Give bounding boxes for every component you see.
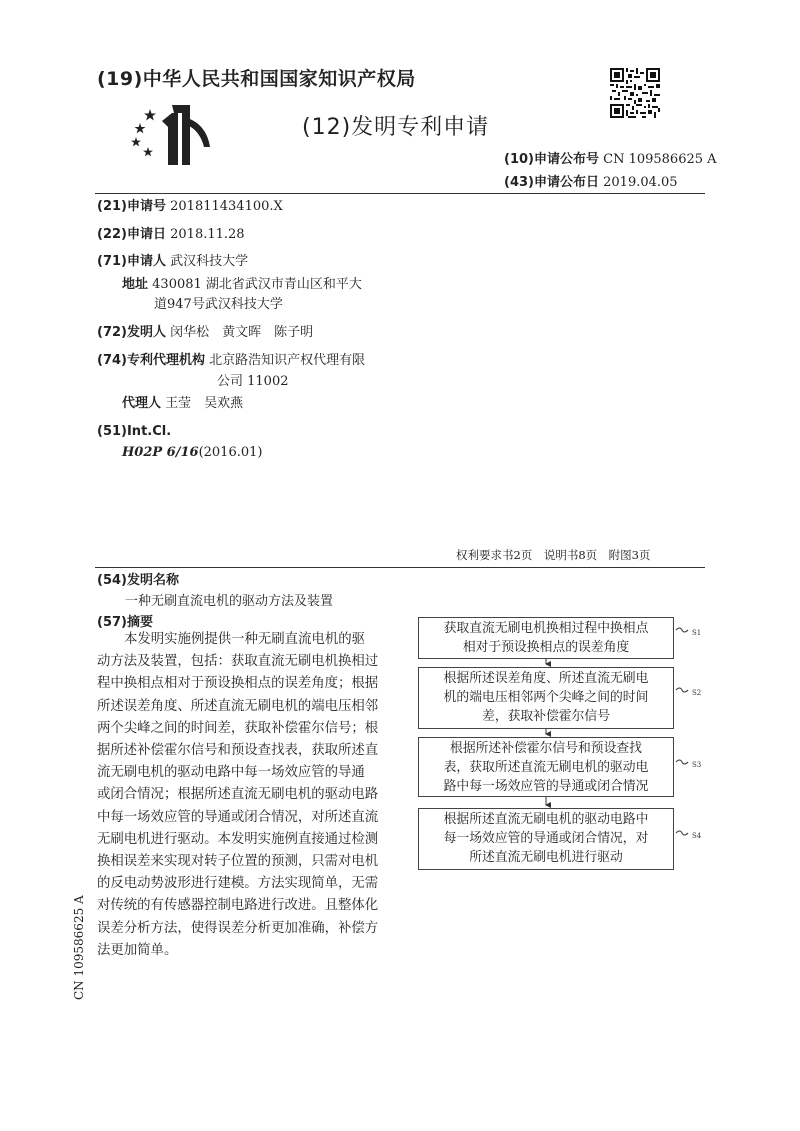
abstract-line: 两个尖峰之间的时间差，获取补偿霍尔信号；根 [97,720,379,736]
abstract-line: 动方法及装置，包括：获取直流无刷电机换相过 [97,654,379,670]
abstract-line: 所述误差角度、所述直流无刷电机的端电压相邻 [97,698,379,714]
applicant: 武汉科技大学 [170,254,249,269]
ipc-code: H02P 6/16 [122,445,199,460]
publication-number: CN 109586625 A [603,152,717,167]
applicant-label: (71)申请人 [97,254,166,269]
publication-date: 2019.04.05 [603,175,678,190]
abstract-line: 对传统的有传感器控制电路进行改进。且整体化 [97,898,379,914]
abstract-line: 程中换相点相对于预设换相点的误差角度；根据 [97,676,379,692]
application-number: 201811434100.X [170,199,283,214]
flow-step-text: 相对于预设换相点的误差角度 [462,640,630,655]
side-publication-number: CN 109586625 A [72,895,86,1000]
abstract-line: 中每一场效应管的导通或闭合情况，对所述直流 [97,809,379,825]
ipc-label: (51)Int.Cl. [97,424,172,439]
flow-step-label: S2 [692,689,702,697]
page-counts: 权利要求书2页 说明书8页 附图3页 [456,548,651,562]
step-leader-s1 [676,628,688,632]
address-line-1: 430081 湖北省武汉市青山区和平大 [152,277,362,292]
publication-date-label: (43)申请公布日 [504,175,599,190]
flow-step-label: S1 [692,629,702,637]
abstract-line: 流无刷电机的驱动电路中每一场效应管的导通 [97,765,365,781]
flow-step-text: 根据所述误差角度、所述直流无刷电 [443,671,649,686]
application-number-label: (21)申请号 [97,199,166,214]
abstract-line: 误差分析方法，使得误差分析更加准确，补偿方 [97,920,379,936]
flow-step-text: 根据所述直流无刷电机的驱动电路中 [443,812,649,827]
agency-label: (74)专利代理机构 [97,353,205,368]
ipc-version: (2016.01) [198,445,263,460]
document-type: (12)发明专利申请 [302,115,490,140]
inventor-label: (72)发明人 [97,325,166,340]
flow-step-label: S4 [692,832,702,840]
step-leader-s3 [676,760,688,764]
flow-step-label: S3 [692,761,702,769]
address-line-2: 道947号武汉科技大学 [154,297,283,312]
flow-step-text: 每一场效应管的导通或闭合情况，对 [443,831,649,846]
abstract-line: 的反电动势波形进行建模。方法实现简单，无需 [97,876,379,892]
abstract-line: 或闭合情况；根据所述直流无刷电机的驱动电路 [97,787,379,803]
abstract-line: 换相误差来实现对转子位置的预测，只需对电机 [97,854,379,870]
filing-date-label: (22)申请日 [97,227,166,242]
agency-line-1: 北京路浩知识产权代理有限 [209,353,366,368]
flow-step-text: 获取直流无刷电机换相过程中换相点 [443,621,649,636]
title-label: (54)发明名称 [97,573,179,588]
publication-number-label: (10)申请公布号 [504,152,599,167]
abstract-line: 据所述补偿霍尔信号和预设查找表，获取所述直 [97,743,379,759]
abstract-line: 无刷电机进行驱动。本发明实施例直接通过检测 [97,831,379,847]
agents: 王莹 吴欢燕 [165,396,244,411]
flow-step-text: 根据所述补偿霍尔信号和预设查找 [450,741,642,756]
invention-title: 一种无刷直流电机的驱动方法及装置 [125,594,334,609]
abstract-label: (57)摘要 [97,615,153,630]
flow-step-text: 所述直流无刷电机进行驱动 [469,850,623,865]
inventors: 闵华松 黄文晖 陈子明 [170,325,314,340]
filing-date: 2018.11.28 [170,227,245,242]
step-leader-s2 [676,688,688,692]
flow-step-text: 表，获取所述直流无刷电机的驱动电 [443,760,649,775]
office-name: (19)中华人民共和国国家知识产权局 [97,68,416,90]
agency-line-2: 公司 11002 [217,374,289,389]
flow-step-text: 路中每一场效应管的导通或闭合情况 [443,779,649,794]
abstract-line: 本发明实施例提供一种无刷直流电机的驱 [124,632,366,647]
address-label: 地址 [122,277,149,292]
step-leader-s4 [676,831,688,835]
flow-step-text: 差，获取补偿霍尔信号 [482,709,610,724]
abstract-line: 法更加简单。 [97,942,178,958]
flow-step-text: 机的端电压相邻两个尖峰之间的时间 [443,690,649,705]
agent-label: 代理人 [122,396,162,411]
